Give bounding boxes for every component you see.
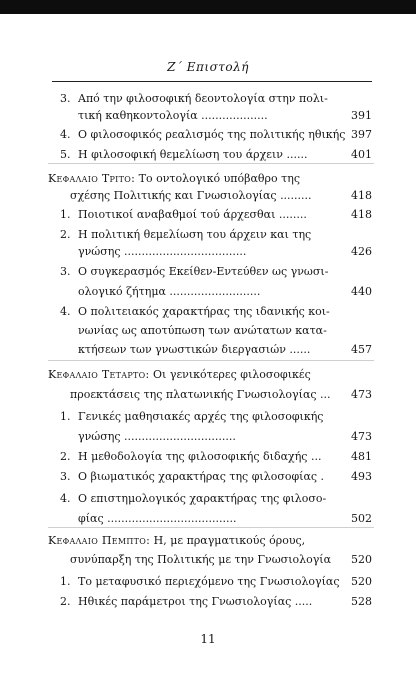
chapter-title: Η, με πραγματικούς όρους,	[150, 534, 306, 547]
chapter-title: Οι γενικότερες φιλοσοφικές	[149, 368, 311, 381]
toc-entry-line	[60, 470, 324, 484]
toc-entry-line: γνώσης ................................	[78, 430, 236, 443]
toc-entry-line	[60, 128, 345, 142]
page-ref: 440	[351, 285, 372, 298]
chapter-label: Κεφαλαιο Τεταρτο:	[48, 368, 150, 381]
page-ref: 418	[351, 189, 372, 202]
running-head: Ζ΄ Επιστολή	[167, 60, 249, 74]
page-ref: 473	[351, 430, 372, 443]
page-ref: 502	[351, 512, 372, 525]
page-ref: 481	[351, 450, 372, 463]
chapter-heading-line	[48, 172, 300, 186]
chapter-heading-line	[48, 368, 311, 382]
section-rule	[48, 163, 374, 164]
toc-entry-line	[60, 228, 311, 242]
page-ref: 426	[351, 245, 372, 258]
toc-entry-line	[60, 575, 340, 589]
entry-number: 4.	[60, 492, 71, 505]
page-ref: 391	[351, 109, 372, 122]
entry-title: Ο φιλοσοφικός ρεαλισμός της πολιτικής ηθικής	[78, 128, 346, 141]
entry-number: 2.	[60, 228, 71, 241]
page-ref: 493	[351, 470, 372, 483]
entry-title: Ο βιωματικός χαρακτήρας της φιλοσοφίας .	[78, 470, 325, 483]
entry-number: 2.	[60, 595, 71, 608]
entry-title: Γενικές μαθησιακές αρχές της φιλοσοφικής	[78, 410, 324, 423]
section-rule	[48, 360, 374, 361]
page-ref: 397	[351, 128, 372, 141]
entry-number: 2.	[60, 450, 71, 463]
toc-entry-line: τική καθηκοντολογία ...................	[78, 109, 268, 122]
toc-entry-line: νωνίας ως αποτύπωση των ανώτατων κατα-	[78, 324, 327, 337]
page-ref: 457	[351, 343, 372, 356]
entry-title: Το μεταφυσικό περιεχόμενο της Γνωσιολογίας	[78, 575, 340, 588]
entry-title: Ο συγκερασμός Εκείθεν-Εντεύθεν ως γνωσι-	[78, 265, 329, 278]
toc-entry-line	[60, 92, 328, 106]
entry-number: 3.	[60, 265, 71, 278]
chapter-heading-line: συνύπαρξη της Πολιτικής με την Γνωσιολογία	[70, 553, 332, 566]
entry-number: 1.	[60, 208, 71, 221]
entry-title: Ηθικές παράμετροι της Γνωσιολογίας .....	[78, 595, 313, 608]
toc-entry-line	[60, 208, 307, 222]
entry-number: 4.	[60, 305, 71, 318]
entry-title: Η φιλοσοφική θεμελίωση του άρχειν ......	[78, 148, 308, 161]
entry-number: 1.	[60, 410, 71, 423]
chapter-heading-line: σχέσης Πολιτικής και Γνωσιολογίας .........	[70, 189, 312, 202]
toc-entry-line	[60, 305, 330, 319]
toc-entry-line	[60, 450, 321, 464]
entry-title: Η μεθοδολογία της φιλοσοφικής διδαχής ...	[78, 450, 322, 463]
page-ref: 520	[351, 575, 372, 588]
toc-entry-line	[60, 148, 307, 162]
toc-entry-line: κτήσεων των γνωστικών διεργασιών ......	[78, 343, 311, 356]
chapter-label: Κεφαλαιο Τριτο:	[48, 172, 136, 185]
chapter-label: Κεφαλαιο Πεμπτο:	[48, 534, 151, 547]
entry-number: 3.	[60, 92, 71, 105]
entry-number: 1.	[60, 575, 71, 588]
page-ref: 418	[351, 208, 372, 221]
page-ref: 528	[351, 595, 372, 608]
entry-title: Από την φιλοσοφική δεοντολογία στην πολι-	[78, 92, 328, 105]
toc-entry-line	[60, 410, 323, 424]
entry-title: Ποιοτικοί αναβαθμοί τού άρχεσθαι ........	[78, 208, 307, 221]
chapter-heading-line	[48, 534, 305, 548]
toc-entry-line: φίας .....................................	[78, 512, 237, 525]
entry-title: Η πολιτική θεμελίωση του άρχειν και της	[78, 228, 312, 241]
toc-entry-line	[60, 492, 326, 506]
toc-entry-line	[60, 265, 328, 279]
chapter-title: Το οντολογικό υπόβαθρο της	[135, 172, 300, 185]
page-ref: 473	[351, 388, 372, 401]
toc-entry-line	[60, 595, 312, 609]
entry-number: 3.	[60, 470, 71, 483]
entry-title: Ο πολιτειακός χαρακτήρας της ιδανικής κοι-	[78, 305, 330, 318]
entry-number: 4.	[60, 128, 71, 141]
toc-entry-line: γνώσης ...................................	[78, 245, 247, 258]
entry-title: Ο επιστημολογικός χαρακτήρας της φιλοσο-	[78, 492, 327, 505]
chapter-heading-line: προεκτάσεις της πλατωνικής Γνωσιολογίας ...	[70, 388, 331, 401]
page-number: 11	[200, 632, 216, 646]
section-rule	[48, 527, 374, 528]
entry-number: 5.	[60, 148, 71, 161]
page-ref: 520	[351, 553, 372, 566]
toc-entry-line: ολογικό ζήτημα ..........................	[78, 285, 261, 298]
page-ref: 401	[351, 148, 372, 161]
